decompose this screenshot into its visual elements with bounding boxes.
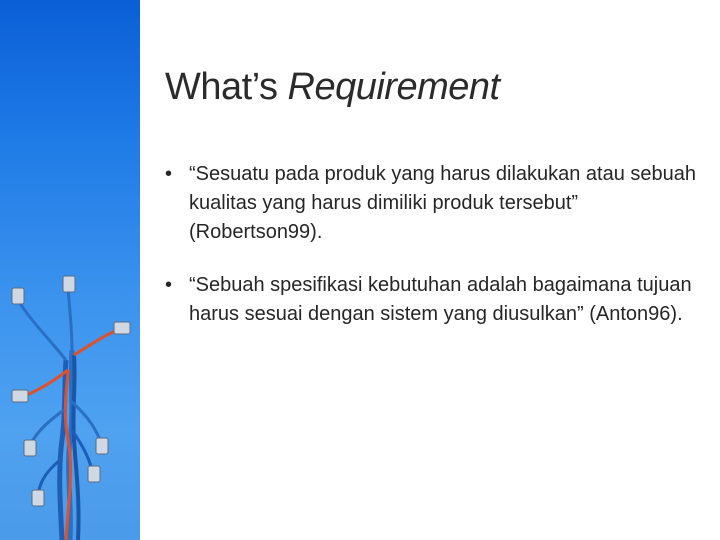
usb-cable-tree-icon bbox=[0, 0, 140, 540]
bullet-item bbox=[165, 160, 705, 247]
bullet-item bbox=[165, 271, 705, 329]
bullet-text: “Sesuatu pada produk yang harus dilakukan atau sebuah kualitas yang harus dimiliki produk tersebut” (Robertson99). bbox=[189, 163, 697, 243]
slide-title bbox=[165, 66, 500, 109]
side-panel bbox=[0, 0, 140, 540]
bullet-list bbox=[165, 160, 705, 353]
bullet-icon: • bbox=[165, 274, 173, 296]
title-main: What’s bbox=[165, 66, 288, 108]
title-italic: Requirement bbox=[287, 66, 500, 108]
bullet-icon: • bbox=[165, 163, 173, 185]
bullet-text: “Sebuah spesifikasi kebutuhan adalah bagaimana tujuan harus sesuai dengan sistem yang diusulkan” (Anton96). bbox=[189, 274, 692, 325]
